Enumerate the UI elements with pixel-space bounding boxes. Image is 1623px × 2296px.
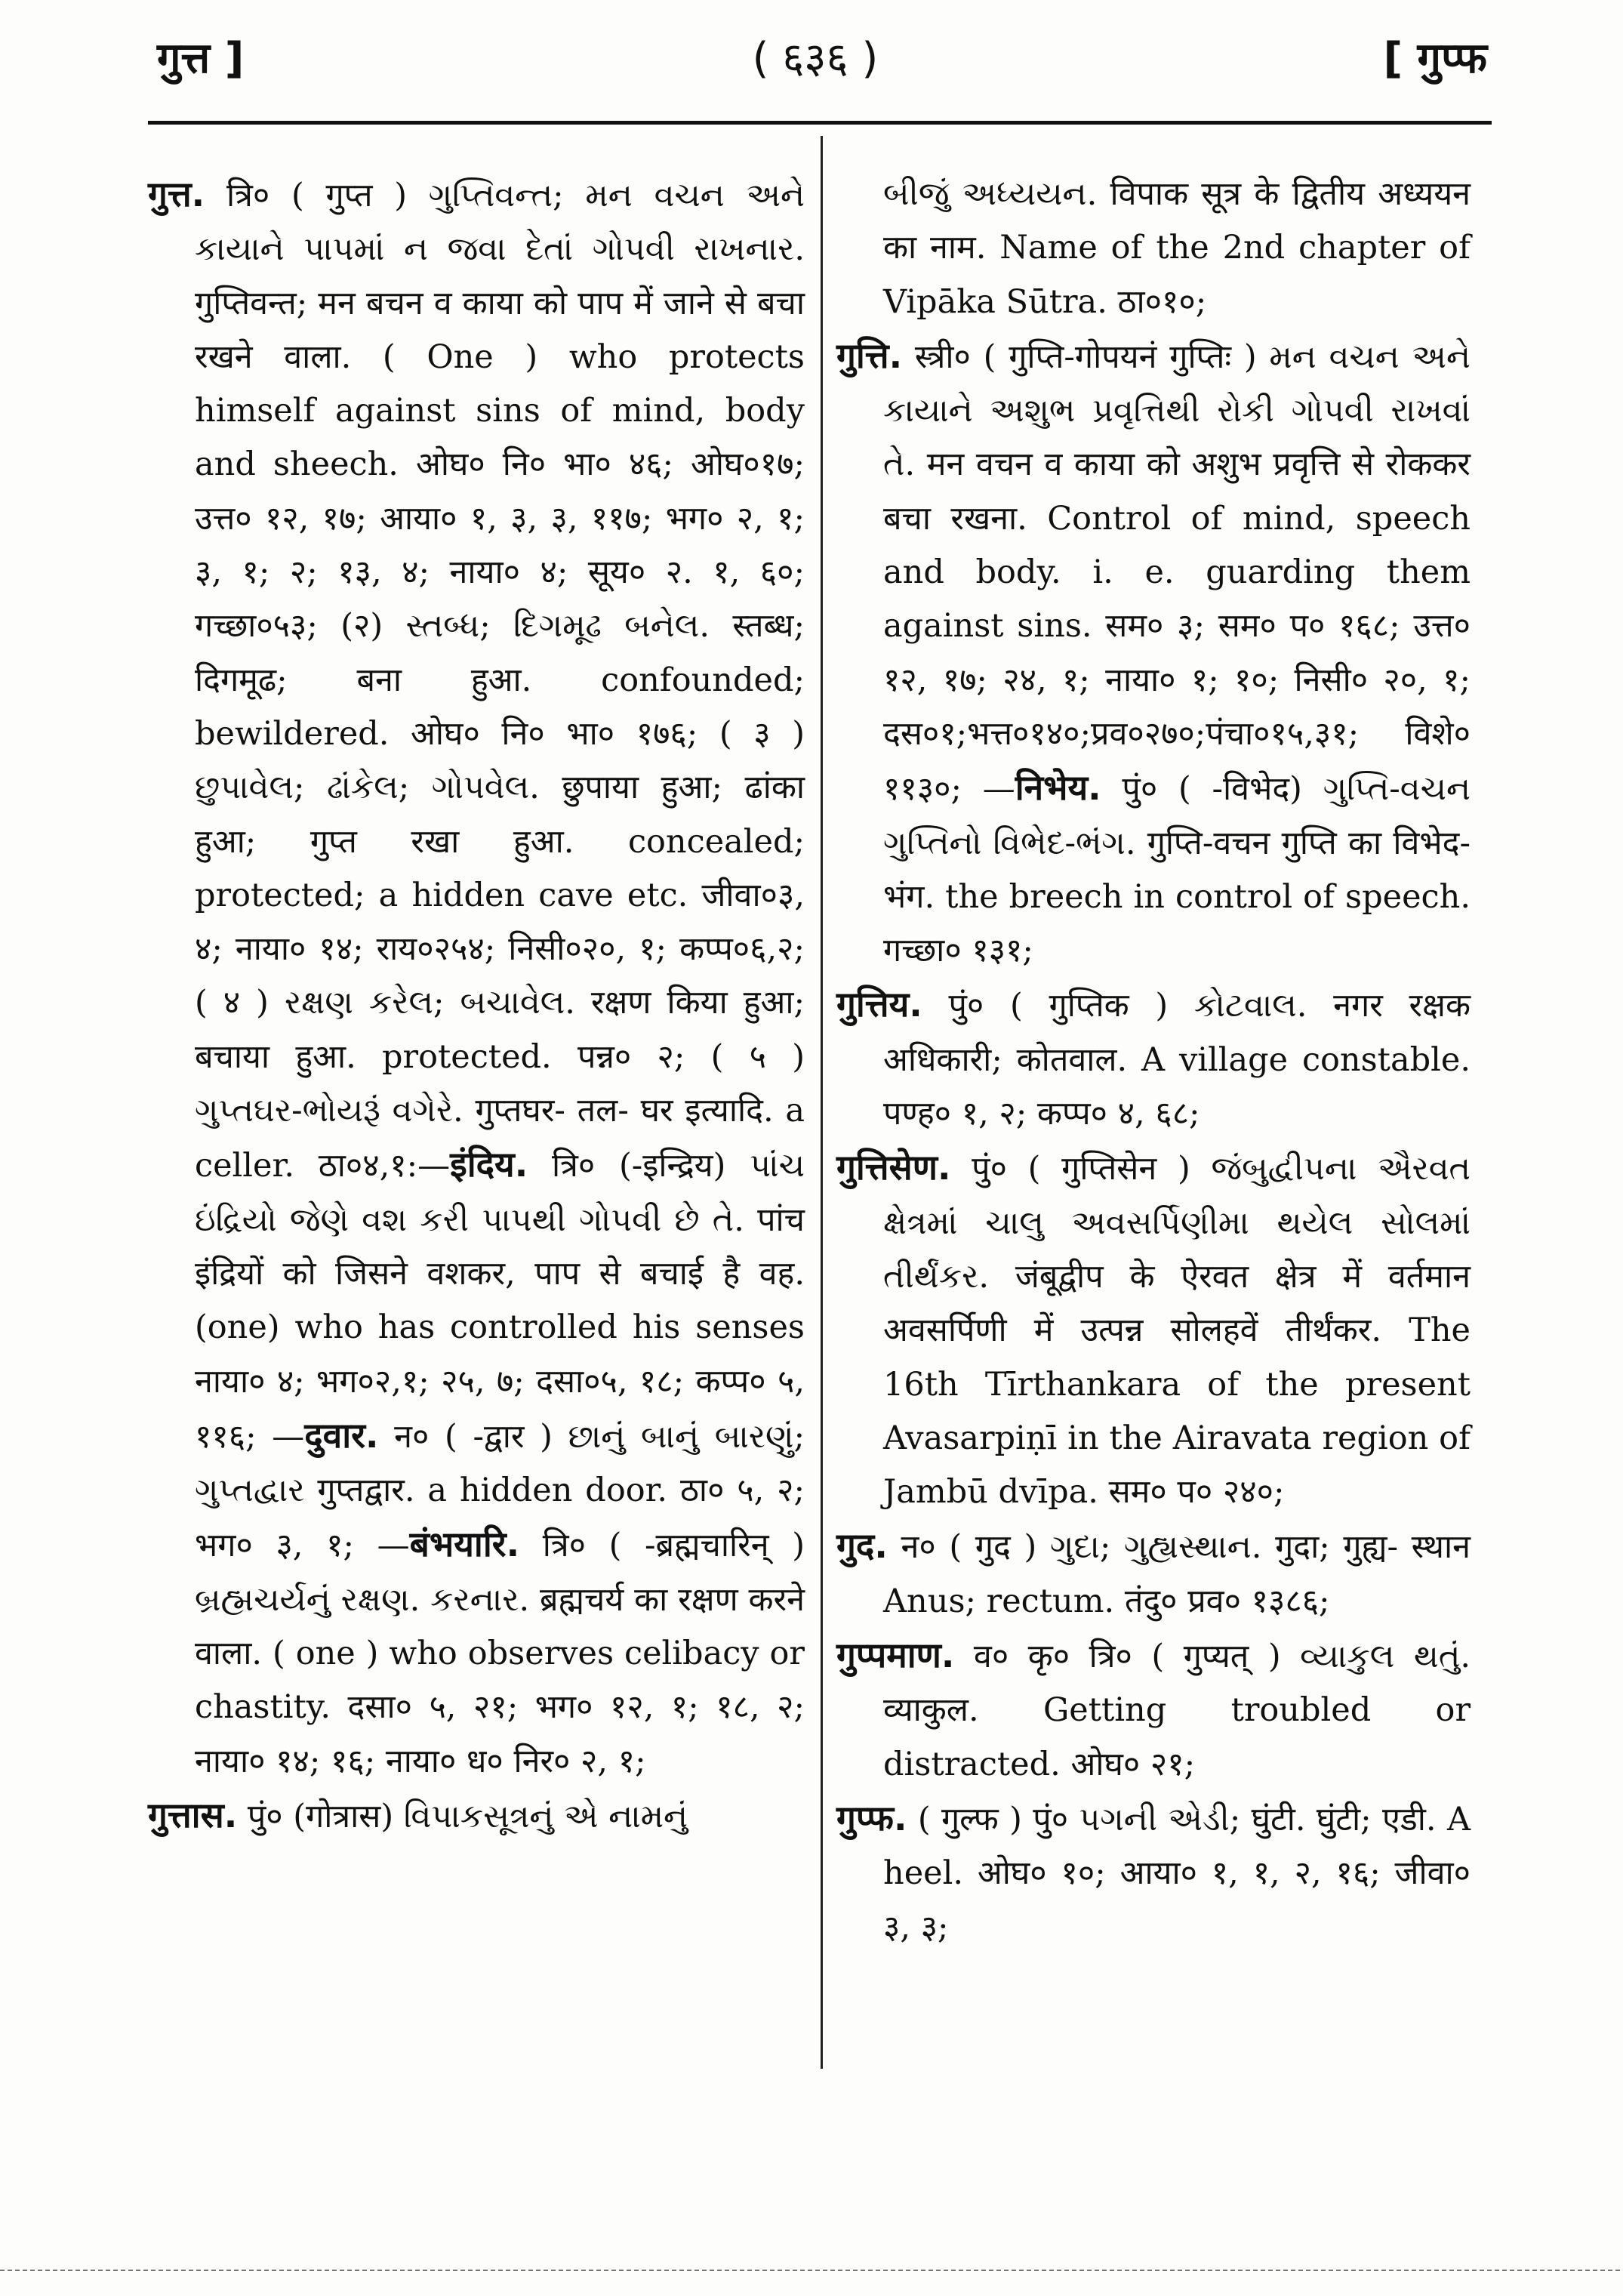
entry-text: न० ( -द्वार ) છાનું બાનું બારણું; ગુપ્તદ્વાર गुप्तद्वार. a hidden door. ठा० ५, २; भग० ३, १; —	[195, 1417, 805, 1565]
entry-continuation	[836, 168, 1471, 329]
header-right-guideword: [ गुप्फ	[1383, 34, 1487, 83]
entry	[836, 329, 1471, 978]
entry	[836, 1792, 1471, 1955]
headword: गुत्तिय.	[836, 984, 922, 1025]
entry	[148, 1789, 805, 1844]
bottom-edge	[0, 2270, 1623, 2271]
headword: गुद.	[836, 1525, 888, 1567]
entry	[836, 1141, 1471, 1519]
entry-text: त्रि० ( गुप्त ) ગુપ્તિવન્ત; મન વચન અને કાયાને પાપમાં ન જવા દેતાં ગોપવી રાખનાર. गुप्तिवन्त; मन बचन व काया को पाप में जाने से बचा रखने वाला. ( One ) who protects himself against sins of mind, body and sheech. ओघ० नि० भा० ४६; ओघ०१७; उत्त० १२, १७; आया० १, ३, ३, ११७; भग० २, १; ३, १; २; १३, ४; नाया० ४; सूय० २. १, ६०; गच्छा०५३; (२) સ્તબ્ધ; દિગમૂઢ બનેલ. स्तब्ध; दिगमूढ; बना हुआ. confounded; bewildered. ओघ० नि० भा० १७६; ( ३ ) છુપાવેલ; ઢાંકેલ; ગોપવેલ. छुपाया हुआ; ढांका हुआ; गुप्त रखा हुआ. concealed; protected; a hidden cave etc. जीवा०३, ४; नाया० १४; राय०२५४; निसी०२०, १; कप्प०६,२; ( ४ ) રક્ષણ કરેલ; બચાવેલ. रक्षण किया हुआ; बचाया हुआ. protected. पन्न० २; ( ५ ) ગુપ્તઘર-ભોયરૂં વગેરે. गुप्तघर- तल- घर इत्यादि. a celler. ठा०४,१:—	[195, 177, 805, 1185]
column-divider	[821, 136, 823, 2069]
headword: गुत्ति.	[836, 334, 903, 376]
sub-headword: दुवार.	[304, 1414, 379, 1456]
entry-text: पुं० (गोत्रास) વિપાકસૂત્રનું એ નામનું	[247, 1797, 688, 1835]
headword: गुप्पमाण.	[836, 1635, 955, 1676]
entry-text: पुं० ( -विभेद) ગુપ્તિ-વચન ગુપ્તિનો વિભેદ-ભંગ. गुप्ति-वचन गुप्ति का विभेद-भंग. the breech in control of speech. गच्छा० १३१;	[883, 770, 1471, 970]
entry-text: त्रि० (-इन्द्रिय) પાંચ ઇંદ્રિયો જેણે વશ કરી પાપથી ગોપવી છે તે. पांच इंद्रियों को जिसने वशकर, पाप से बचाई है वह. (one) who has controlled his senses नाया० ४; भग०२,१; २५, ७; दसा०५, १८; कप्प० ५, ११६; —	[195, 1147, 805, 1456]
entry-text: पुं० ( गुप्तिक ) કોટવાલ. नगर रक्षक अधिकारी; कोतवाल. A village constable. पण्ह० १, २; कप्प० ४, ६८;	[883, 987, 1471, 1133]
entry-text: त्रि० ( -ब्रह्मचारिन् ) બ્રહ્મચર્યનું રક્ષણ. કરનાર. ब्रह्मचर्य का रक्षण करने वाला. ( one ) who observes celibacy or chastity. दसा० ५, २१; भग० १२, १; १८, २; नाया० १४; १६; नाया० ध० निर० २, १;	[195, 1527, 805, 1780]
entry-text: ( गुल्फ ) पुं० પગની એડી; घुंटी. घुंटी; एडी. A heel. ओघ० १०; आया० १, १, २, १६; जीवा० ३, ३;	[883, 1800, 1471, 1946]
headword: गुत्तिसेण.	[836, 1147, 951, 1188]
entry	[836, 978, 1471, 1141]
right-column	[836, 168, 1471, 1955]
sub-headword: निभेय.	[1015, 767, 1101, 809]
page-number: ( ६३६ )	[752, 34, 879, 83]
entry	[836, 1629, 1471, 1792]
headword: गुप्फ.	[836, 1797, 907, 1838]
headword: गुत्तास.	[148, 1794, 238, 1835]
headword: गुत्त.	[148, 174, 205, 214]
header-rule	[148, 121, 1492, 125]
entry-text: व० कृ० त्रि० ( गुप्यत् ) વ્યાકુલ થતું. व्याकुल. Getting troubled or distracted. ओघ० २१;	[883, 1638, 1471, 1783]
entry-text: બીજું અધ્યયન. विपाक सूत्र के द्वितीय अध्ययन का नाम. Name of the 2nd chapter of Vipāka Sūtra. ठा०१०;	[883, 175, 1471, 321]
entry-text: न० ( गुद ) ગુદા; ગુહ્યસ્થાન. गुदा; गुह्य- स्थान Anus; rectum. तंदु० प्रव० १३८६;	[883, 1528, 1471, 1620]
entry	[836, 1519, 1471, 1629]
entry-text: स्त्री० ( गुप्ति-गोपयनं गुप्तिः ) મન વચન અને કાયાને અશુભ પ્રવૃત્તિથી રોકી ગોપવી રાખવાં તે. मन वचन व काया को अशुभ प्रवृत्ति से रोककर बचा रखना. Control of mind, speech and body. i. e. guarding them against sins. सम० ३; सम० प० १६८; उत्त० १२, १७; २४, १; नाया० १; १०; निसी० २०, १; दस०१;भत्त०१४०;प्रव०२७०;पंचा०१५,३१; विशे० ११३०; —	[883, 337, 1471, 809]
sub-headword: बंभयारि.	[409, 1524, 520, 1565]
entry-text: पुं० ( गुप्तिसेन ) જંબુદ્વીપના ઐરવત ક્ષેત્રમાં ચાલુ અવસર્પિણીમા થયેલ સોલમાં તીર્થંકર. जंबूद्वीप के ऐरवत क्षेत्र में वर्तमान अवसर्पिणी में उत्पन्न सोलहवें तीर्थंकर. The 16th Tīrthankara of the present Avasarpiṇī in the Airavata region of Jambū dvīpa. सम० प० २४०;	[883, 1150, 1471, 1512]
header-left-guideword: गुत्त ]	[157, 34, 245, 83]
sub-headword: इंदिय.	[450, 1144, 528, 1185]
entry	[148, 168, 805, 1789]
left-column	[148, 168, 805, 1844]
